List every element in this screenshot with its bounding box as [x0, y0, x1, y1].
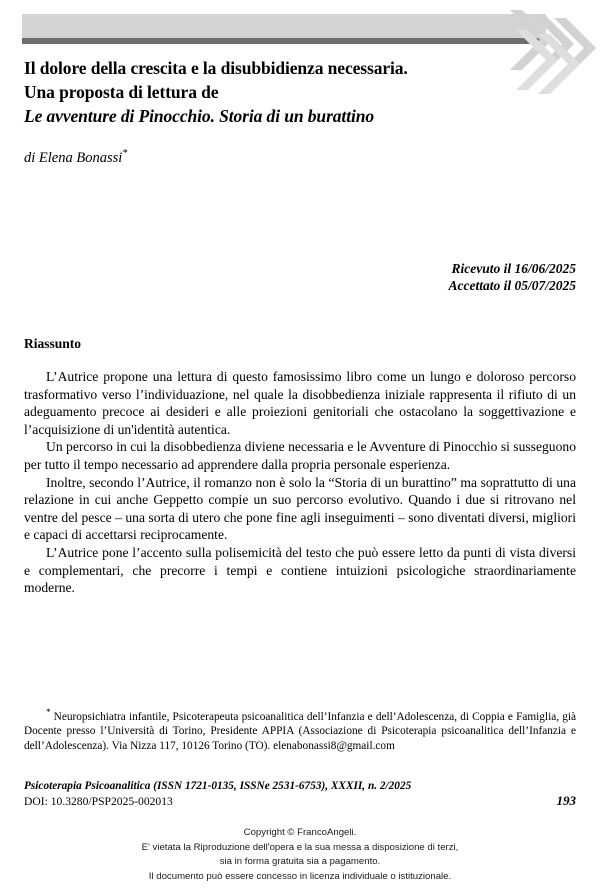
author-footnote-marker: *: [122, 148, 128, 159]
journal-citation: Psicoterapia Psicoanalitica (ISSN 1721-0135, ISSNe 2531-6753), XXXII, n. 2/2025: [24, 780, 412, 792]
title-line-2: Una proposta di lettura de: [24, 82, 219, 102]
abstract-body: [24, 368, 576, 597]
accepted-date: Accettato il 05/07/2025: [448, 278, 576, 293]
title-line-1: Il dolore della crescita e la disubbidienza necessaria.: [24, 58, 408, 78]
header-bar-dark: [22, 38, 546, 44]
footnote-text: Neuropsichiatra infantile, Psicoterapeuta psicoanalitica dell’Infanzia e dell’Adolescenza, di Coppia e Famiglia, già Docente presso l’Università di Torino, Presidente APPIA (Associazione di Psicoterapia psicoanalitica dell’Infanzia e dell’Adolescenza). Via Nizza 117, 10126 Torino (TO). elenabonassi8@gmail.com: [24, 710, 576, 752]
doi-text: DOI: 10.3280/PSP2025-002013: [24, 795, 173, 808]
submission-dates: [449, 260, 577, 294]
author-byline: [24, 148, 127, 167]
abstract-paragraph: Un percorso in cui la disobbedienza diviene necessaria e le Avventure di Pinocchio si susseguono per tutto il tempo necessario ad apprendere dalla propria personale esperienza.: [24, 439, 576, 472]
copyright-line: Copyright © FrancoAngeli.: [243, 827, 357, 838]
copyright-line: sia in forma gratuita sia a pagamento.: [219, 856, 381, 868]
received-date: Ricevuto il 16/06/2025: [451, 261, 576, 276]
page-number: 193: [556, 793, 576, 808]
abstract-paragraph: Inoltre, secondo l’Autrice, il romanzo non è solo la “Storia di un burattino” ma soprattutto di una relazione in cui anche Geppetto compie un suo percorso evolutivo. Quando i due si ritrovano nel ventre del pesce – una sorta di utero che pone fine agli inseguimenti – sono diventati diversi, migliori e capaci di accettarsi reciprocamente.: [24, 474, 576, 543]
footnote-paragraph: [24, 705, 576, 754]
copyright-line: Il documento può essere concesso in licenza individuale o istituzionale.: [148, 870, 452, 882]
title-line-3: Le avventure di Pinocchio. Storia di un burattino: [24, 106, 374, 126]
doi-row: [24, 794, 576, 809]
footnote-marker: *: [46, 707, 51, 717]
author-footnote: [24, 705, 576, 754]
page-title: [24, 56, 554, 128]
copyright-notice: [0, 826, 600, 884]
abstract-heading: Riassunto: [24, 336, 82, 351]
abstract-paragraph: L’Autrice pone l’accento sulla polisemicità del testo che può essere letto da punti di vista diversi e complementari, che precorre i tempi e contiene intuizioni psicologiche straordinariamente moderne.: [24, 544, 576, 596]
header-bar-light: [22, 14, 546, 38]
copyright-line: E' vietata la Riproduzione dell'opera e la sua messa a disposizione di terzi,: [141, 841, 459, 853]
author-name: di Elena Bonassi: [24, 149, 123, 166]
abstract-paragraph: L’Autrice propone una lettura di questo famosissimo libro come un lungo e doloroso percorso trasformativo verso l’individuazione, nel quale la disobbedienza iniziale rappresenta il rifiuto di un adeguamento precoce ai desideri e alle proiezioni genitoriali che ostacolano la soggettivazione e l’acquisizione di un'identità autentica.: [24, 369, 576, 437]
